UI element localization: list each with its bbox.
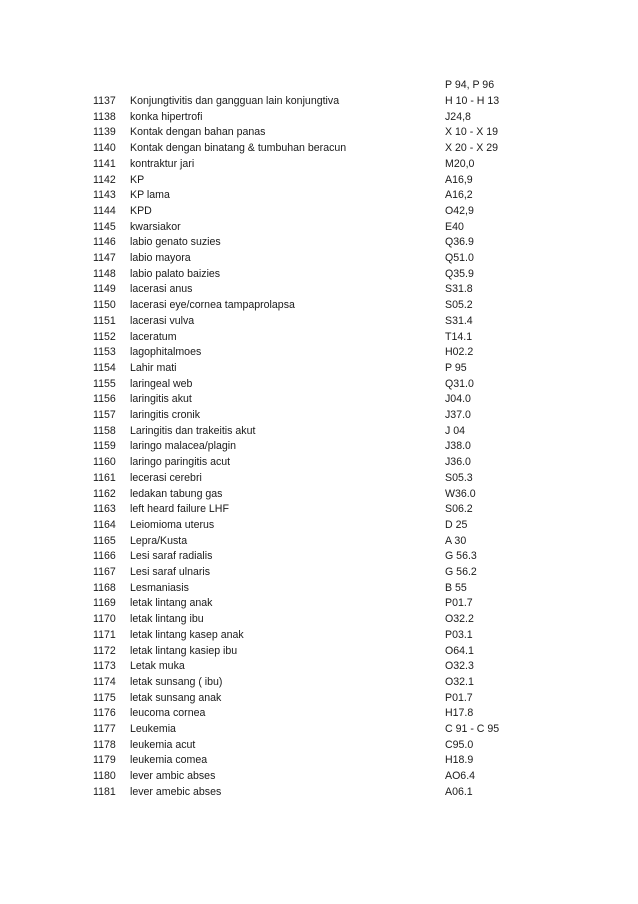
- diagnosis-name: lacerasi eye/cornea tampaprolapsa: [130, 299, 295, 312]
- row-number: 1145: [93, 220, 116, 233]
- icd-code: A06.1: [445, 785, 473, 798]
- diagnosis-name: KP lama: [130, 189, 170, 202]
- list-item: [0, 784, 638, 800]
- list-item: [0, 548, 638, 564]
- row-number: 1141: [93, 157, 116, 170]
- row-number: 1139: [93, 126, 116, 139]
- list-item: [0, 344, 638, 360]
- icd-code: P 95: [445, 361, 467, 374]
- icd-code: C 91 - C 95: [445, 723, 500, 735]
- icd-code: A 30: [445, 534, 467, 547]
- row-number: 1150: [93, 299, 116, 312]
- diagnosis-name: letak sunsang anak: [130, 691, 222, 704]
- icd-code: W36.0: [445, 487, 476, 500]
- diagnosis-name: laringeal web: [130, 377, 193, 390]
- icd-code: H02.2: [445, 346, 474, 359]
- row-number: 1157: [93, 409, 116, 421]
- icd-code: J24,8: [445, 110, 471, 123]
- list-item: [0, 93, 638, 109]
- row-number: 1156: [93, 393, 116, 406]
- icd-code: O64.1: [445, 644, 474, 657]
- row-number: 1143: [93, 189, 116, 202]
- diagnosis-name: laringo malacea/plagin: [130, 440, 237, 453]
- icd-code: J38.0: [445, 440, 471, 453]
- icd-code: P01.7: [445, 691, 473, 704]
- row-number: 1162: [93, 487, 116, 500]
- row-number: 1170: [93, 613, 116, 626]
- row-number: 1174: [93, 675, 116, 688]
- row-number: 1160: [93, 456, 116, 469]
- list-item: [0, 156, 638, 172]
- list-item: [0, 611, 638, 627]
- diagnosis-name: letak lintang anak: [130, 597, 213, 610]
- list-item: [0, 690, 638, 706]
- icd-code: M20,0: [445, 157, 475, 170]
- list-item: [0, 281, 638, 297]
- icd-code: S06.2: [445, 503, 473, 516]
- icd-code: J04.0: [445, 393, 471, 406]
- row-number: 1165: [93, 534, 116, 547]
- list-item: [0, 674, 638, 690]
- icd-code: O32.3: [445, 660, 474, 673]
- row-number: 1137: [93, 95, 116, 107]
- list-item: [0, 768, 638, 784]
- diagnosis-name: letak sunsang ( ibu): [130, 675, 223, 688]
- list-item: [0, 627, 638, 643]
- diagnosis-name: labio genato suzies: [130, 236, 221, 249]
- diagnosis-name: laceratum: [130, 330, 177, 343]
- row-number: 1177: [93, 723, 116, 735]
- list-item: [0, 752, 638, 768]
- row-number: 1148: [93, 267, 116, 280]
- icd-code: J 04: [445, 424, 466, 437]
- icd-code: G 56.3: [445, 550, 477, 563]
- row-number: 1151: [93, 314, 116, 327]
- diagnosis-name: Konjungtivitis dan gangguan lain konjungtiva: [130, 95, 340, 107]
- icd-code: X 10 - X 19: [445, 126, 498, 139]
- list-item: [0, 124, 638, 140]
- list-item: [0, 407, 638, 423]
- diagnosis-name: Lesmaniasis: [130, 581, 189, 594]
- list-item: [0, 643, 638, 659]
- diagnosis-name: konka hipertrofi: [130, 110, 203, 123]
- list-item: [0, 297, 638, 313]
- list-item: [0, 737, 638, 753]
- diagnosis-name: kontraktur jari: [130, 157, 195, 170]
- diagnosis-name: Laringitis dan trakeitis akut: [130, 424, 256, 437]
- diagnosis-name: laringo paringitis acut: [130, 456, 231, 469]
- list-item: [0, 595, 638, 611]
- row-number: 1146: [93, 236, 116, 249]
- icd-code: J37.0: [445, 409, 471, 421]
- icd-code: A16,2: [445, 189, 473, 202]
- list-item: [0, 423, 638, 439]
- diagnosis-name: Lepra/Kusta: [130, 534, 188, 547]
- list-item: [0, 313, 638, 329]
- diagnosis-name: labio palato baizies: [130, 267, 221, 280]
- icd-code: Q35.9: [445, 267, 474, 280]
- icd-code: O42,9: [445, 204, 474, 217]
- diagnosis-name: lacerasi vulva: [130, 314, 195, 327]
- icd-code: Q36.9: [445, 236, 474, 249]
- diagnosis-name: Lahir mati: [130, 361, 177, 374]
- row-number: 1179: [93, 754, 116, 767]
- icd-code: S31.4: [445, 314, 473, 327]
- list-item: [0, 438, 638, 454]
- diagnosis-name: Lesi saraf radialis: [130, 550, 213, 563]
- diagnosis-name: Leiomioma uterus: [130, 518, 215, 531]
- icd-code: O32.1: [445, 675, 474, 688]
- row-number: 1161: [93, 471, 116, 484]
- row-number: 1176: [93, 707, 116, 720]
- list-item: [0, 580, 638, 596]
- diagnosis-name: lacerasi anus: [130, 283, 193, 296]
- icd-code: B 55: [445, 581, 467, 594]
- list-item: [0, 705, 638, 721]
- row-number: 1159: [93, 440, 116, 453]
- icd-code: H17.8: [445, 707, 474, 720]
- icd-code: T14.1: [445, 330, 473, 343]
- list-item: [0, 172, 638, 188]
- icd-code: S05.2: [445, 299, 473, 312]
- diagnosis-name: Kontak dengan binatang & tumbuhan beracun: [130, 142, 347, 155]
- row-number: 1171: [93, 628, 116, 641]
- icd-code: S05.3: [445, 471, 473, 484]
- list-item: [0, 564, 638, 580]
- diagnosis-name: Letak muka: [130, 660, 185, 673]
- icd-code: P03.1: [445, 628, 473, 641]
- diagnosis-name: Kontak dengan bahan panas: [130, 126, 266, 139]
- list-item: [0, 658, 638, 674]
- continuation-row: [0, 77, 638, 93]
- diagnosis-name: KP: [130, 173, 145, 186]
- icd-code: D 25: [445, 518, 468, 531]
- row-number: 1173: [93, 660, 116, 673]
- list-item: [0, 454, 638, 470]
- list-item: [0, 187, 638, 203]
- icd-code: X 20 - X 29: [445, 142, 498, 155]
- diagnosis-name: leukemia comea: [130, 754, 208, 767]
- row-number: 1155: [93, 377, 116, 390]
- row-number: 1144: [93, 204, 116, 217]
- row-number: 1168: [93, 581, 116, 594]
- list-item: [0, 470, 638, 486]
- icd-code: P01.7: [445, 597, 473, 610]
- list-item: [0, 533, 638, 549]
- icd-code: H18.9: [445, 754, 474, 767]
- row-number: 1163: [93, 503, 116, 516]
- list-item: [0, 360, 638, 376]
- diagnosis-name: labio mayora: [130, 252, 191, 264]
- continuation-code: P 94, P 96: [445, 79, 495, 91]
- list-item: [0, 266, 638, 282]
- row-number: 1175: [93, 691, 116, 704]
- icd-code: J36.0: [445, 456, 471, 469]
- icd-code: Q51.0: [445, 252, 474, 264]
- row-number: 1153: [93, 346, 116, 359]
- diagnosis-name: leukemia acut: [130, 738, 196, 751]
- diagnosis-name: lever amebic abses: [130, 785, 222, 798]
- diagnosis-name: letak lintang kasep anak: [130, 628, 244, 641]
- list-item: [0, 234, 638, 250]
- diagnosis-name: KPD: [130, 204, 152, 217]
- row-number: 1152: [93, 330, 116, 343]
- row-number: 1178: [93, 738, 116, 751]
- diagnosis-name: kwarsiakor: [130, 220, 181, 233]
- row-number: 1172: [93, 644, 116, 657]
- row-number: 1164: [93, 518, 116, 531]
- list-item: [0, 721, 638, 737]
- list-item: [0, 329, 638, 345]
- diagnosis-name: ledakan tabung gas: [130, 487, 223, 500]
- list-item: [0, 219, 638, 235]
- diagnosis-name: laringitis cronik: [130, 409, 201, 421]
- list-item: [0, 140, 638, 156]
- icd-code: AO6.4: [445, 770, 476, 783]
- row-number: 1180: [93, 770, 116, 783]
- icd-code: A16,9: [445, 173, 473, 186]
- diagnosis-name: laringitis akut: [130, 393, 192, 406]
- list-item: [0, 517, 638, 533]
- diagnosis-name: lever ambic abses: [130, 770, 216, 783]
- row-number: 1154: [93, 361, 116, 374]
- row-number: 1181: [93, 785, 116, 798]
- row-number: 1142: [93, 173, 116, 186]
- diagnosis-name: left heard failure LHF: [130, 503, 229, 516]
- diagnosis-name: letak lintang kasiep ibu: [130, 644, 238, 657]
- list-item: [0, 486, 638, 502]
- row-number: 1138: [93, 110, 116, 123]
- icd-code: G 56.2: [445, 566, 477, 578]
- diagnosis-name: lagophitalmoes: [130, 346, 202, 359]
- row-number: 1158: [93, 424, 116, 437]
- list-item: [0, 109, 638, 125]
- row-number: 1149: [93, 283, 116, 296]
- diagnosis-name: lecerasi cerebri: [130, 471, 202, 484]
- row-number: 1166: [93, 550, 116, 563]
- list-item: [0, 376, 638, 392]
- list-item: [0, 203, 638, 219]
- diagnosis-name: letak lintang ibu: [130, 613, 204, 626]
- icd-code: S31.8: [445, 283, 473, 296]
- icd-code: C95.0: [445, 738, 474, 751]
- diagnosis-name: Leukemia: [130, 723, 176, 735]
- list-item: [0, 501, 638, 517]
- list-item: [0, 250, 638, 266]
- icd-code: O32.2: [445, 613, 474, 626]
- icd-code: E40: [445, 220, 464, 233]
- row-number: 1169: [93, 597, 116, 610]
- icd-code: Q31.0: [445, 377, 474, 390]
- diagnosis-name: leucoma cornea: [130, 707, 206, 720]
- icd-code: H 10 - H 13: [445, 95, 500, 107]
- row-number: 1167: [93, 566, 116, 578]
- list-item: [0, 391, 638, 407]
- row-number: 1147: [93, 252, 116, 264]
- diagnosis-name: Lesi saraf ulnaris: [130, 566, 211, 578]
- row-number: 1140: [93, 142, 116, 155]
